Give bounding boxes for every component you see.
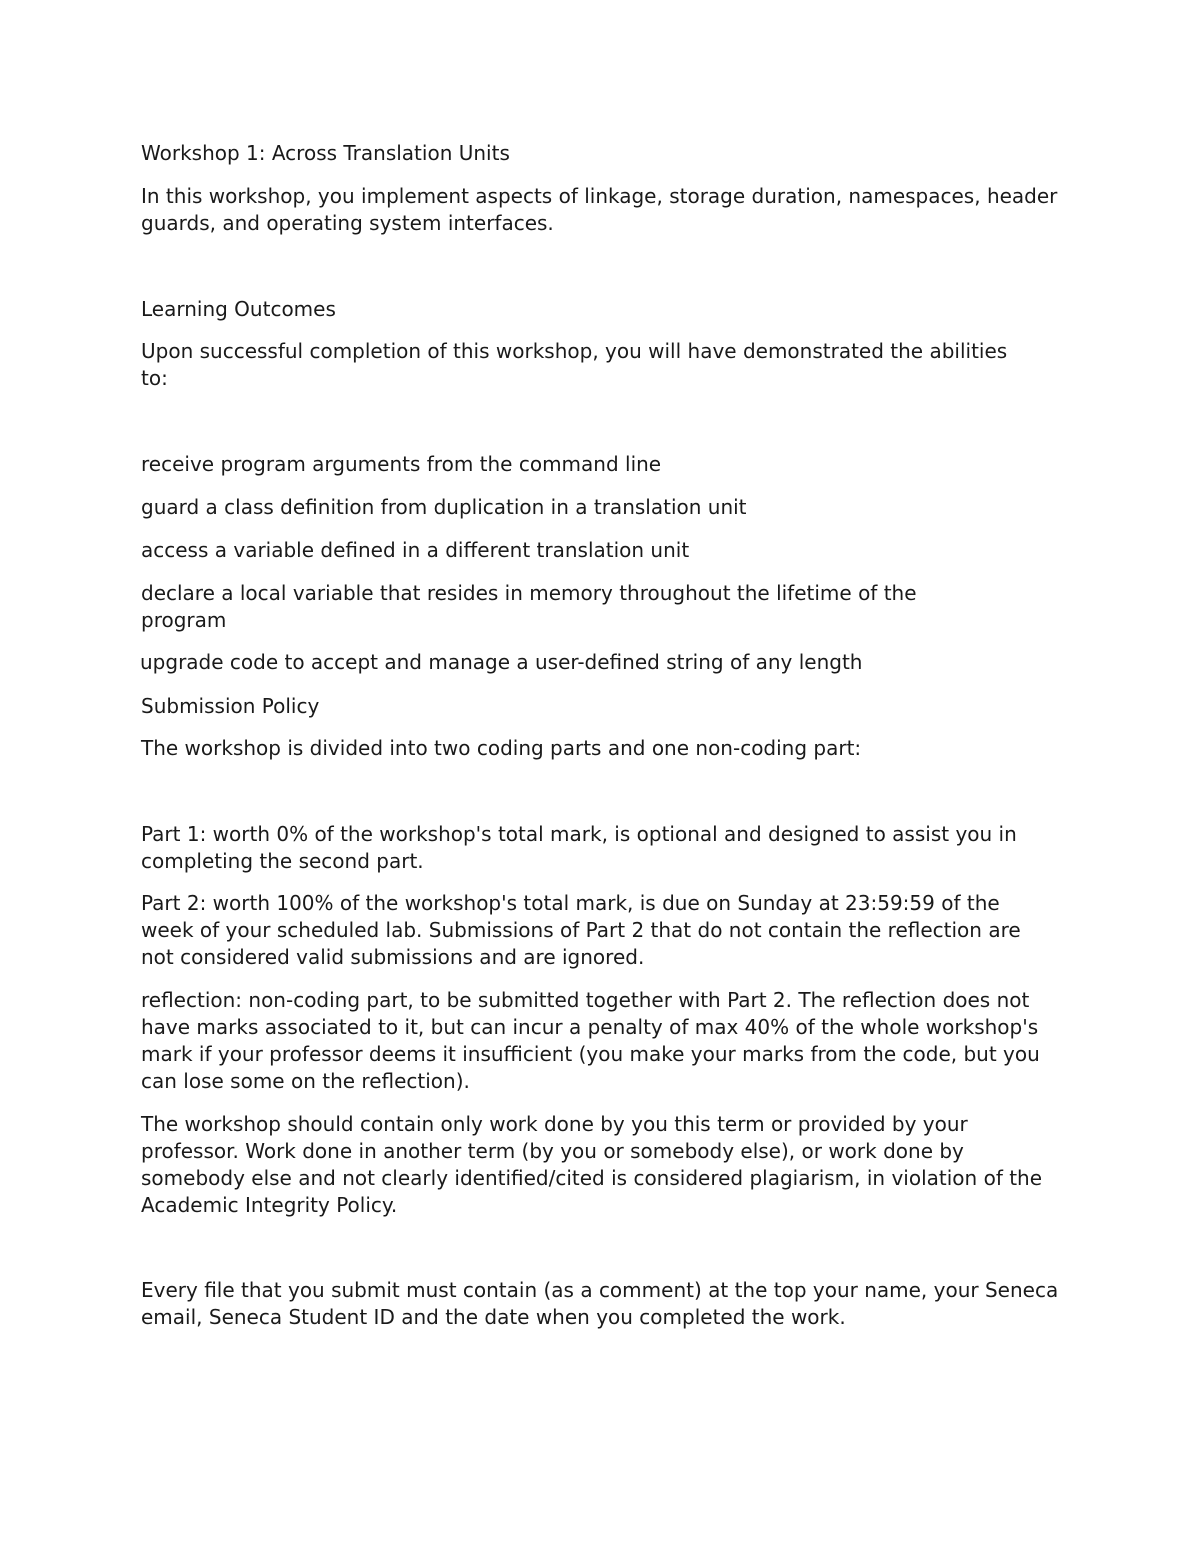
- file-header-paragraph: Every file that you submit must contain (as a comment) at the top your name, your Seneca email, Seneca Student ID and the date when you completed the work.: [141, 1278, 1059, 1329]
- outcome-item: upgrade code to accept and manage a user-defined string of any length: [140, 650, 863, 674]
- outcome-item: declare a local variable that resides in memory throughout the lifetime of the program: [141, 581, 917, 632]
- learning-outcomes-lead: Upon successful completion of this workshop, you will have demonstrated the abilities to:: [141, 339, 1008, 390]
- reflection-paragraph: reflection: non-coding part, to be submitted together with Part 2. The reflection does not have marks associated to it, but can incur a penalty of max 40% of the whole workshop's mark if your professor deems it insufficient (you make your marks from the code, but you can lose some on the reflection).: [141, 988, 1040, 1093]
- part1-paragraph: Part 1: worth 0% of the workshop's total mark, is optional and designed to assist you in completing the second part.: [141, 822, 1017, 873]
- intro-paragraph: In this workshop, you implement aspects of linkage, storage duration, namespaces, header guards, and operating system interfaces.: [141, 184, 1058, 235]
- integrity-paragraph: The workshop should contain only work done by you this term or provided by your professor. Work done in another term (by you or somebody else), or work done by somebody else and not clearly identified/cited is considered plagiarism, in violation of the Academic Integrity Policy.: [141, 1112, 1043, 1217]
- document-title: Workshop 1: Across Translation Units: [141, 141, 510, 165]
- outcome-item: access a variable defined in a different translation unit: [141, 538, 690, 562]
- learning-outcomes-heading: Learning Outcomes: [141, 297, 336, 321]
- part2-paragraph: Part 2: worth 100% of the workshop's total mark, is due on Sunday at 23:59:59 of the week of your scheduled lab. Submissions of Part 2 that do not contain the reflection are not considered valid submissions and are ignored.: [141, 891, 1021, 969]
- submission-policy-lead: The workshop is divided into two coding parts and one non-coding part:: [141, 736, 862, 760]
- outcome-item: receive program arguments from the command line: [141, 452, 662, 476]
- submission-policy-heading: Submission Policy: [141, 694, 320, 718]
- outcome-item: guard a class definition from duplication in a translation unit: [141, 495, 747, 519]
